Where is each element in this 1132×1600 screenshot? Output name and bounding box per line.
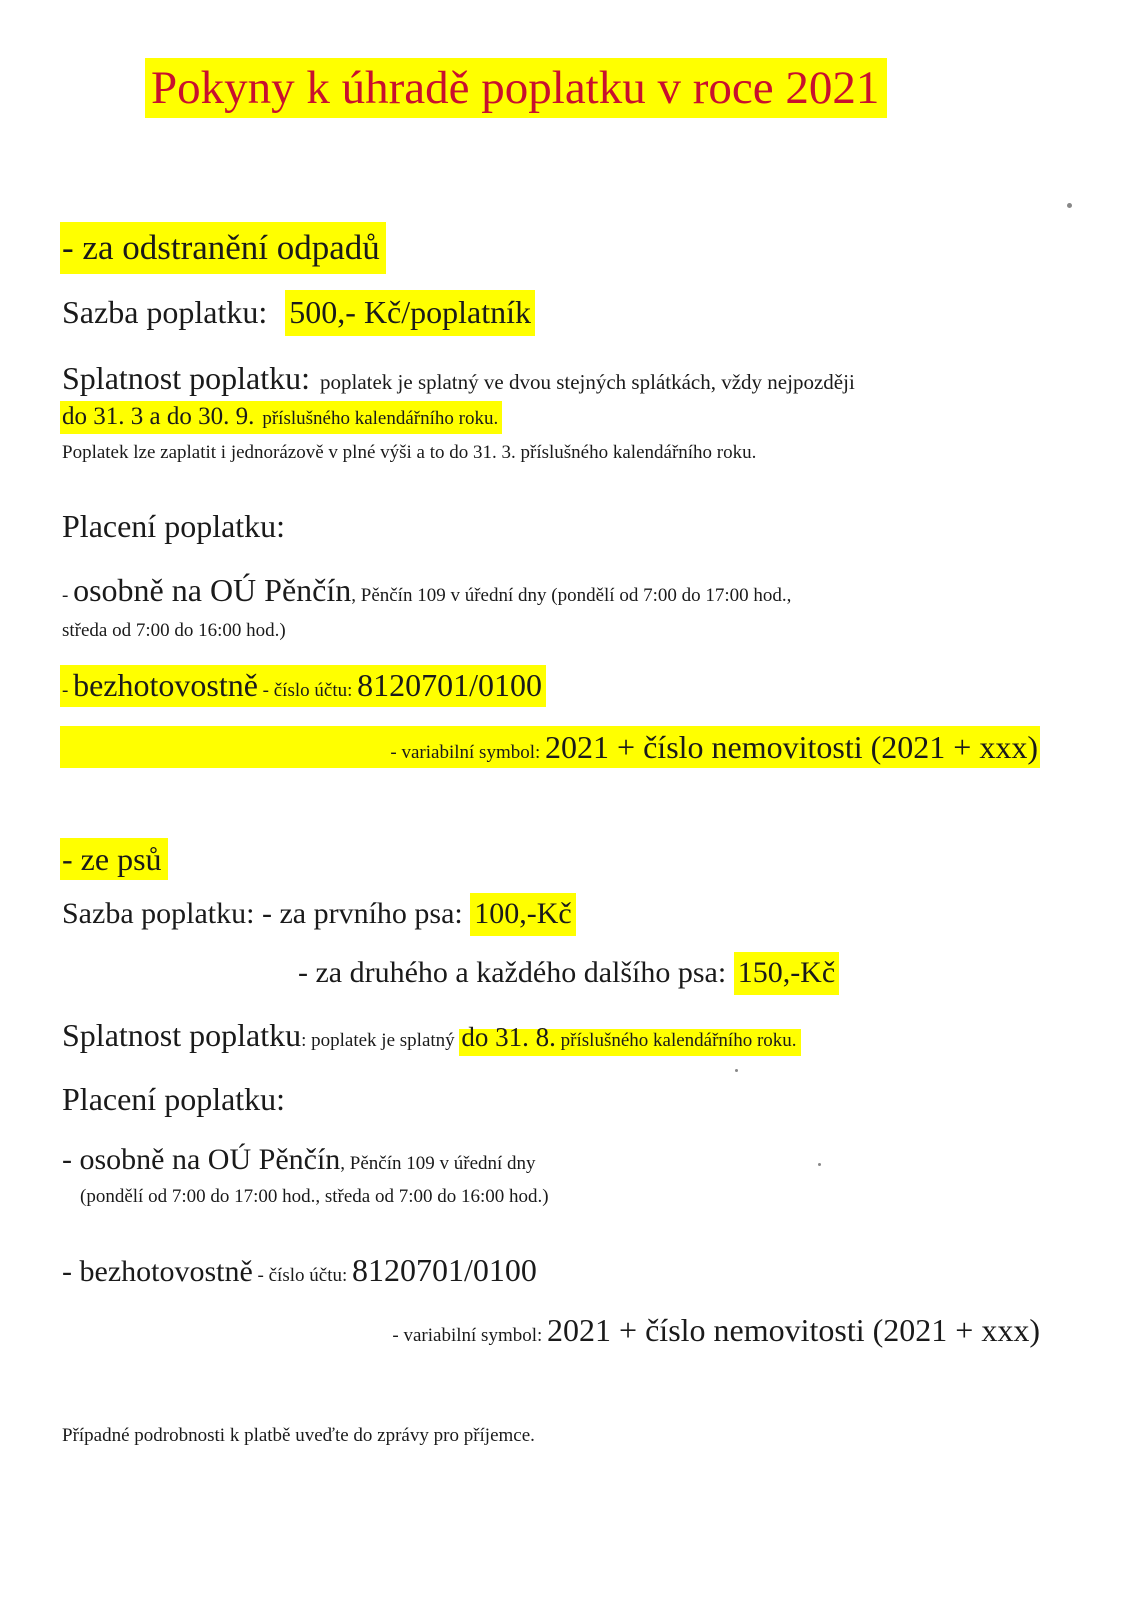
dogs-due-text: : poplatek je splatný bbox=[301, 1030, 460, 1051]
waste-rate-row bbox=[62, 296, 535, 328]
waste-cashless-main: bezhotovostně bbox=[73, 667, 258, 703]
waste-account-number: 8120701/0100 bbox=[357, 667, 543, 703]
waste-due-text: poplatek je splatný ve dvou stejných splátkách, vždy nejpozději bbox=[320, 370, 855, 394]
waste-due-dates bbox=[60, 401, 502, 434]
waste-vs-highlight bbox=[60, 726, 1040, 768]
footer-note: Případné podrobnosti k platbě uveďte do zprávy pro příjemce. bbox=[62, 1425, 535, 1446]
dogs-cashless-main: bezhotovostně bbox=[79, 1255, 253, 1288]
dogs-due-date: do 31. 8. bbox=[461, 1022, 556, 1052]
waste-due-label: Splatnost poplatku: bbox=[62, 360, 310, 396]
waste-person-detail: , Pěnčín 109 v úřední dny (pondělí od 7:00 do 17:00 hod., bbox=[351, 585, 792, 606]
waste-person-row: - osobně na OÚ Pěnčín, Pěnčín 109 v úřední dny (pondělí od 7:00 do 17:00 hod., bbox=[62, 572, 792, 608]
dogs-vs-row bbox=[392, 1314, 1040, 1346]
waste-person-main: osobně na OÚ Pěnčín bbox=[73, 572, 352, 608]
dogs-due-row bbox=[62, 1019, 801, 1051]
dogs-rate-first: 100,-Kč bbox=[470, 893, 575, 936]
page-title: Pokyny k úhradě poplatku v roce 2021 bbox=[145, 58, 887, 118]
dogs-due-highlight bbox=[459, 1022, 800, 1056]
waste-due-row bbox=[62, 362, 855, 394]
dogs-account-label: - číslo účtu: bbox=[252, 1265, 352, 1286]
scan-speck bbox=[1067, 203, 1072, 208]
dogs-rate-next-label: - za druhého a každého dalšího psa: bbox=[298, 956, 734, 989]
waste-due-dates-suffix: příslušného kalendářního roku. bbox=[262, 408, 499, 429]
dogs-section-heading: - ze psů bbox=[60, 838, 168, 880]
dogs-rate-next-row bbox=[298, 958, 839, 988]
waste-vs-value: 2021 + číslo nemovitosti (2021 + xxx) bbox=[545, 729, 1038, 765]
dogs-rate-label: Sazba poplatku: - za prvního psa: bbox=[62, 897, 471, 930]
dogs-person-main: osobně na OÚ Pěnčín bbox=[79, 1143, 341, 1176]
dogs-account-number: 8120701/0100 bbox=[352, 1252, 537, 1288]
dogs-person-detail: , Pěnčín 109 v úřední dny bbox=[340, 1153, 536, 1174]
dogs-vs-value: 2021 + číslo nemovitosti (2021 + xxx) bbox=[547, 1312, 1040, 1348]
waste-person-detail-2: středa od 7:00 do 16:00 hod.) bbox=[62, 620, 286, 641]
dogs-vs-label: - variabilní symbol: bbox=[392, 1325, 548, 1346]
scan-speck bbox=[818, 1163, 821, 1166]
waste-vs-label: - variabilní symbol: bbox=[390, 742, 546, 763]
dogs-payment-label: Placení poplatku: bbox=[62, 1081, 286, 1117]
waste-payment-label: Placení poplatku: bbox=[62, 508, 286, 544]
waste-rate-value: 500,- Kč/poplatník bbox=[285, 290, 535, 336]
waste-due-note: Poplatek lze zaplatit i jednorázově v plné výši a to do 31. 3. příslušného kalendářního roku. bbox=[62, 442, 757, 463]
dogs-due-suffix: příslušného kalendářního roku. bbox=[555, 1030, 797, 1051]
waste-cashless-row: - bezhotovostně - číslo účtu: 8120701/0100 bbox=[60, 665, 546, 707]
waste-rate-label: Sazba poplatku: bbox=[62, 294, 268, 330]
dogs-cashless-row: - bezhotovostně - číslo účtu: 8120701/0100 bbox=[62, 1252, 537, 1288]
waste-section-heading: - za odstranění odpadů bbox=[60, 222, 386, 274]
dogs-due-label: Splatnost poplatku bbox=[62, 1017, 302, 1053]
waste-due-dates-value: do 31. 3 a do 30. 9. bbox=[62, 403, 255, 430]
dogs-person-row: - osobně na OÚ Pěnčín, Pěnčín 109 v úřední dny bbox=[62, 1143, 536, 1176]
waste-vs-row bbox=[390, 731, 1038, 763]
dogs-rate-next: 150,-Kč bbox=[734, 952, 839, 995]
dogs-person-detail-2: (pondělí od 7:00 do 17:00 hod., středa od 7:00 do 16:00 hod.) bbox=[80, 1186, 549, 1207]
scan-speck bbox=[735, 1069, 738, 1072]
dogs-rate-row bbox=[62, 899, 576, 929]
waste-account-label: - číslo účtu: bbox=[257, 680, 358, 701]
